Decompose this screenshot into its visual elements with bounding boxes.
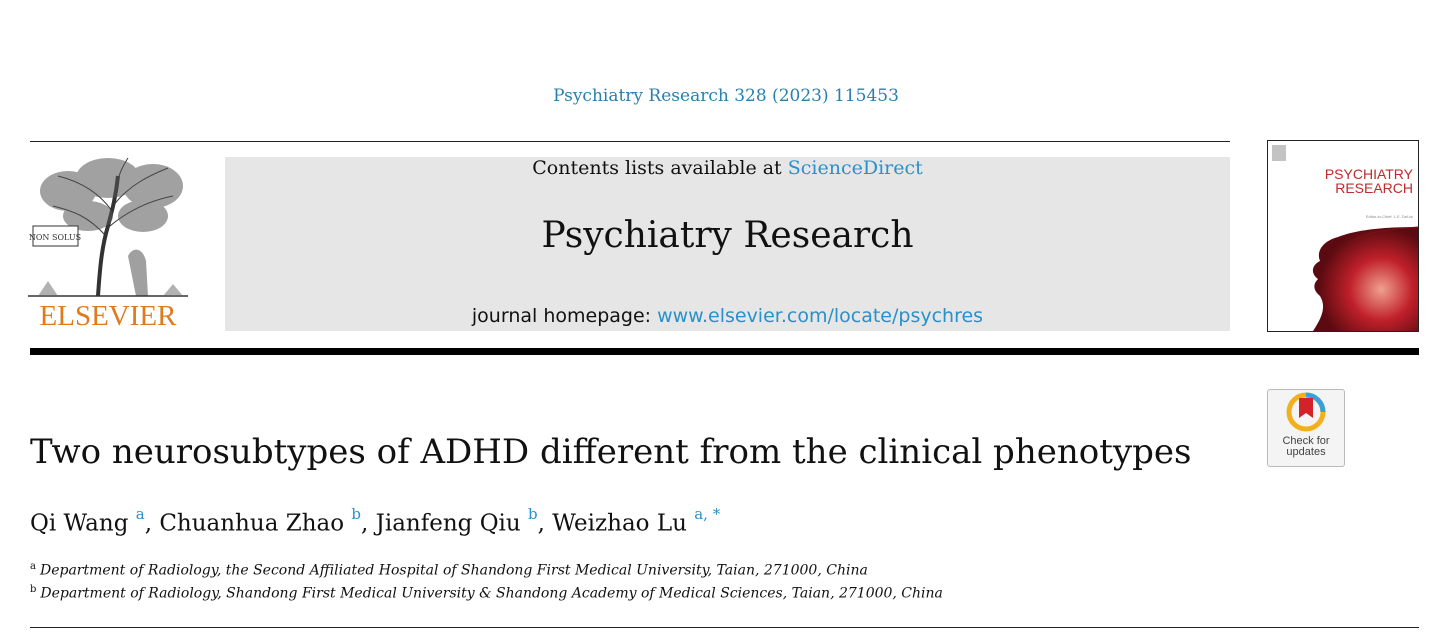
front-matter-divider xyxy=(30,627,1419,628)
author-affiliation-marker[interactable]: a xyxy=(135,505,145,523)
journal-citation[interactable]: Psychiatry Research 328 (2023) 115453 xyxy=(553,86,899,106)
author-name[interactable]: Chuanhua Zhao xyxy=(159,510,345,537)
author-separator: , xyxy=(361,510,376,537)
journal-cover-thumbnail[interactable] xyxy=(1267,140,1419,332)
author-affiliation-marker[interactable]: a, * xyxy=(694,505,721,523)
author-separator: , xyxy=(144,510,160,537)
author-list xyxy=(30,505,721,537)
elsevier-wordmark: ELSEVIER xyxy=(39,300,177,332)
masthead-divider xyxy=(30,348,1419,355)
header-divider xyxy=(30,141,1230,142)
crossmark-icon xyxy=(1268,390,1344,436)
sciencedirect-link[interactable]: ScienceDirect xyxy=(787,157,923,179)
affiliation-label: b xyxy=(30,584,37,595)
cover-subtitle: Editor-in-Chief: L.E. DeLisi xyxy=(1365,214,1413,219)
author-name[interactable]: Qi Wang xyxy=(30,510,129,537)
check-for-updates-label xyxy=(1268,436,1344,458)
author-separator: , xyxy=(537,510,553,537)
contents-line xyxy=(225,157,1230,179)
affiliation-b xyxy=(30,584,943,602)
contents-prefix: Contents lists available at xyxy=(532,157,788,179)
author-name[interactable]: Weizhao Lu xyxy=(552,510,687,537)
badge-line1: Check for xyxy=(1282,435,1330,447)
affiliation-a xyxy=(30,561,868,579)
homepage-link[interactable]: www.elsevier.com/locate/psychres xyxy=(657,305,984,327)
tree-icon xyxy=(28,156,188,301)
author-affiliation-marker[interactable]: b xyxy=(351,505,361,523)
author-affiliation-marker[interactable]: b xyxy=(528,505,538,523)
author-name[interactable]: Jianfeng Qiu xyxy=(375,510,521,537)
cover-title-line1: PSYCHIATRY xyxy=(1324,166,1413,182)
homepage-prefix: journal homepage: xyxy=(471,305,658,327)
article-title: Two neurosubtypes of ADHD different from the clinical phenotypes xyxy=(30,432,1192,472)
cover-title xyxy=(1288,167,1413,195)
badge-line2: updates xyxy=(1286,446,1326,458)
affiliation-label: a xyxy=(30,561,36,572)
journal-banner xyxy=(225,157,1230,331)
journal-name: Psychiatry Research xyxy=(541,215,914,256)
cover-title-line2: RESEARCH xyxy=(1335,180,1413,196)
homepage-line xyxy=(225,305,1230,327)
affiliation-text: Department of Radiology, Shandong First Medical University & Shandong Academy of Medical Sciences, Taian, 271000, China xyxy=(40,585,943,602)
check-for-updates-button[interactable] xyxy=(1267,389,1345,467)
svg-text:NON SOLUS: NON SOLUS xyxy=(28,233,82,242)
affiliation-text: Department of Radiology, the Second Affiliated Hospital of Shandong First Medical University, Taian, 271000, China xyxy=(39,562,868,579)
